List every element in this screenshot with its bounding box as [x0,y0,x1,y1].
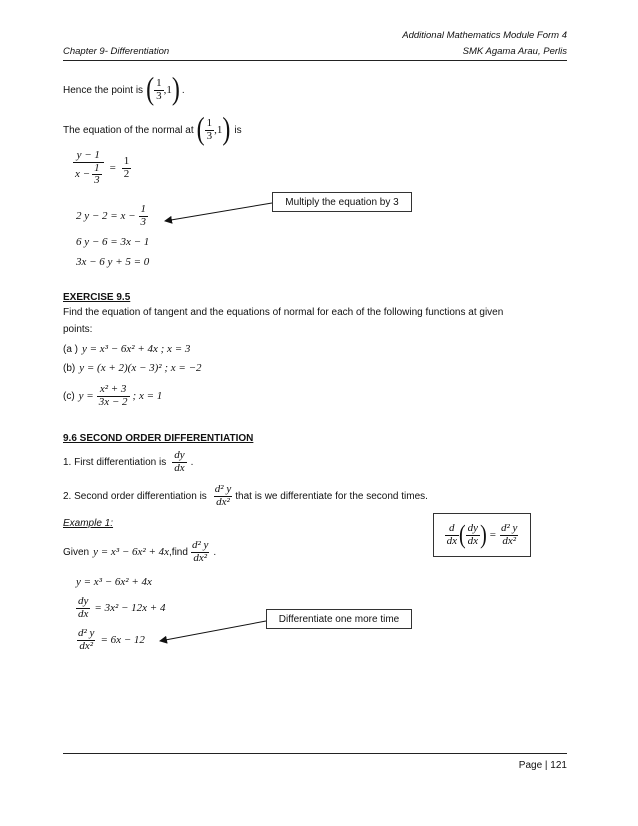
page-number: Page | 121 [518,760,567,771]
chapter-title: Chapter 9- Differentiation [63,46,170,57]
point-y: ,1 [163,84,172,97]
step-2-left: 2 y − 2 = x − [76,210,136,223]
given-prefix: Given [63,546,90,558]
normal-point-y: ,1 [214,124,223,137]
slope-den-frac-num: 1 [94,161,100,174]
exercise-c-label: (c) [63,390,75,402]
exercise-b [63,362,202,374]
step-3: 6 y − 6 = 3x − 1 [76,236,150,248]
example-step-3-rhs: = 6x − 12 [100,634,145,647]
notation-right-paren: ) [480,520,487,550]
multiply-arrow [165,203,272,221]
d2y-dx2-fraction [213,484,233,508]
d2y: d² y [214,483,232,495]
second-diff-suffix: that is we differentiate for the second times. [235,490,428,502]
normal-suffix: is [234,124,242,136]
example-dy: dy [78,595,89,607]
example-dydx [76,596,90,620]
exercise-a-label: (a ) [63,343,78,355]
left-paren: ( [196,113,205,147]
step-2-frac-den: 3 [140,215,147,228]
example-dx2: dx² [79,639,94,652]
first-diff-suffix: . [190,456,194,468]
second-diff-line [63,484,428,508]
school-name: SMK Agama Arau, Perlis [462,46,567,57]
exercise-instructions-1: Find the equation of tangent and the equations of normal for each of the following functions at given [63,307,504,318]
notation-d2y: d² y [500,521,518,534]
exercise-title: EXERCISE 9.5 [63,292,131,303]
normal-point-num: 1 [206,117,213,129]
dx: dx [174,461,185,474]
differentiate-arrow [160,621,266,641]
second-diff-prefix: 2. Second order differentiation is [63,490,207,502]
module-title: Additional Mathematics Module Form 4 [402,30,567,41]
equals-sign: = [109,162,116,175]
notation-d-frac [445,523,459,547]
section-title: 9.6 SECOND ORDER DIFFERENTIATION [63,433,254,444]
half-num: 1 [123,155,130,168]
slope-num: y − 1 [76,149,100,161]
example-d2y: d² y [78,627,95,639]
step-2-frac-num: 1 [140,203,147,215]
dx2: dx² [216,495,230,508]
given-dx2: dx² [193,551,207,564]
slope-den-x: x − [75,167,91,180]
notation-dx2: dx² [502,534,517,547]
example-d2ydx2 [76,628,96,652]
notation-left-paren: ( [459,520,466,550]
given-end: . [213,546,217,558]
differentiate-callout: Differentiate one more time [266,609,412,629]
given-d2y: d² y [191,539,209,551]
exercise-a [63,343,190,355]
notation-dx: dx [446,534,457,547]
left-paren: ( [146,73,155,107]
exercise-b-expr: y = (x + 2)(x − 3)² ; x = −2 [79,362,202,374]
example-dx: dx [78,607,89,620]
notation-d2y-frac [499,523,519,547]
exercise-c [63,384,162,408]
notation-dy: dy [467,521,479,534]
multiply-callout: Multiply the equation by 3 [272,192,412,212]
slope-den-frac-den: 3 [94,174,100,187]
right-paren: ) [222,113,231,147]
first-diff-line [63,450,193,474]
exercise-c-suffix: ; x = 1 [132,390,163,403]
notation-equals: = [489,529,496,541]
dy: dy [174,449,185,461]
example-step-2-rhs: = 3x² − 12x + 4 [94,602,166,615]
given-find: ,find [169,546,188,558]
exercise-b-label: (b) [63,362,76,374]
dy-dx-fraction [172,450,186,474]
exercise-c-num: x² + 3 [99,383,127,395]
right-paren: ) [171,73,180,107]
given-expr: y = x³ − 6x² + 4x [93,546,170,559]
example-step-3 [76,628,145,652]
hence-suffix: . [181,84,185,96]
notation-box [433,513,531,557]
notation-dx-2: dx [467,534,479,547]
normal-prefix: The equation of the normal at [63,124,194,136]
hence-prefix: Hence the point is [63,84,144,96]
point-num: 1 [156,77,162,89]
example-step-2 [76,596,165,620]
notation-d: d [449,521,455,534]
exercise-instructions-2: points: [63,324,93,335]
first-diff-prefix: 1. First differentiation is [63,456,167,468]
given-d2y-frac [190,540,210,564]
exercise-a-expr: y = x³ − 6x² + 4x ; x = 3 [82,343,191,355]
example-title: Example 1: [63,518,114,529]
footer-rule [63,753,567,754]
step-4: 3x − 6 y + 5 = 0 [76,256,150,268]
point-den: 3 [156,89,162,102]
normal-point-den: 3 [206,129,213,142]
exercise-c-den: 3x − 2 [98,395,128,408]
example-step-1: y = x³ − 6x² + 4x [76,576,152,588]
notation-dydx-frac [466,523,480,547]
half-den: 2 [123,167,130,180]
exercise-c-prefix: y = [78,390,94,403]
exercise-c-frac [97,384,130,408]
given-line [63,540,216,564]
